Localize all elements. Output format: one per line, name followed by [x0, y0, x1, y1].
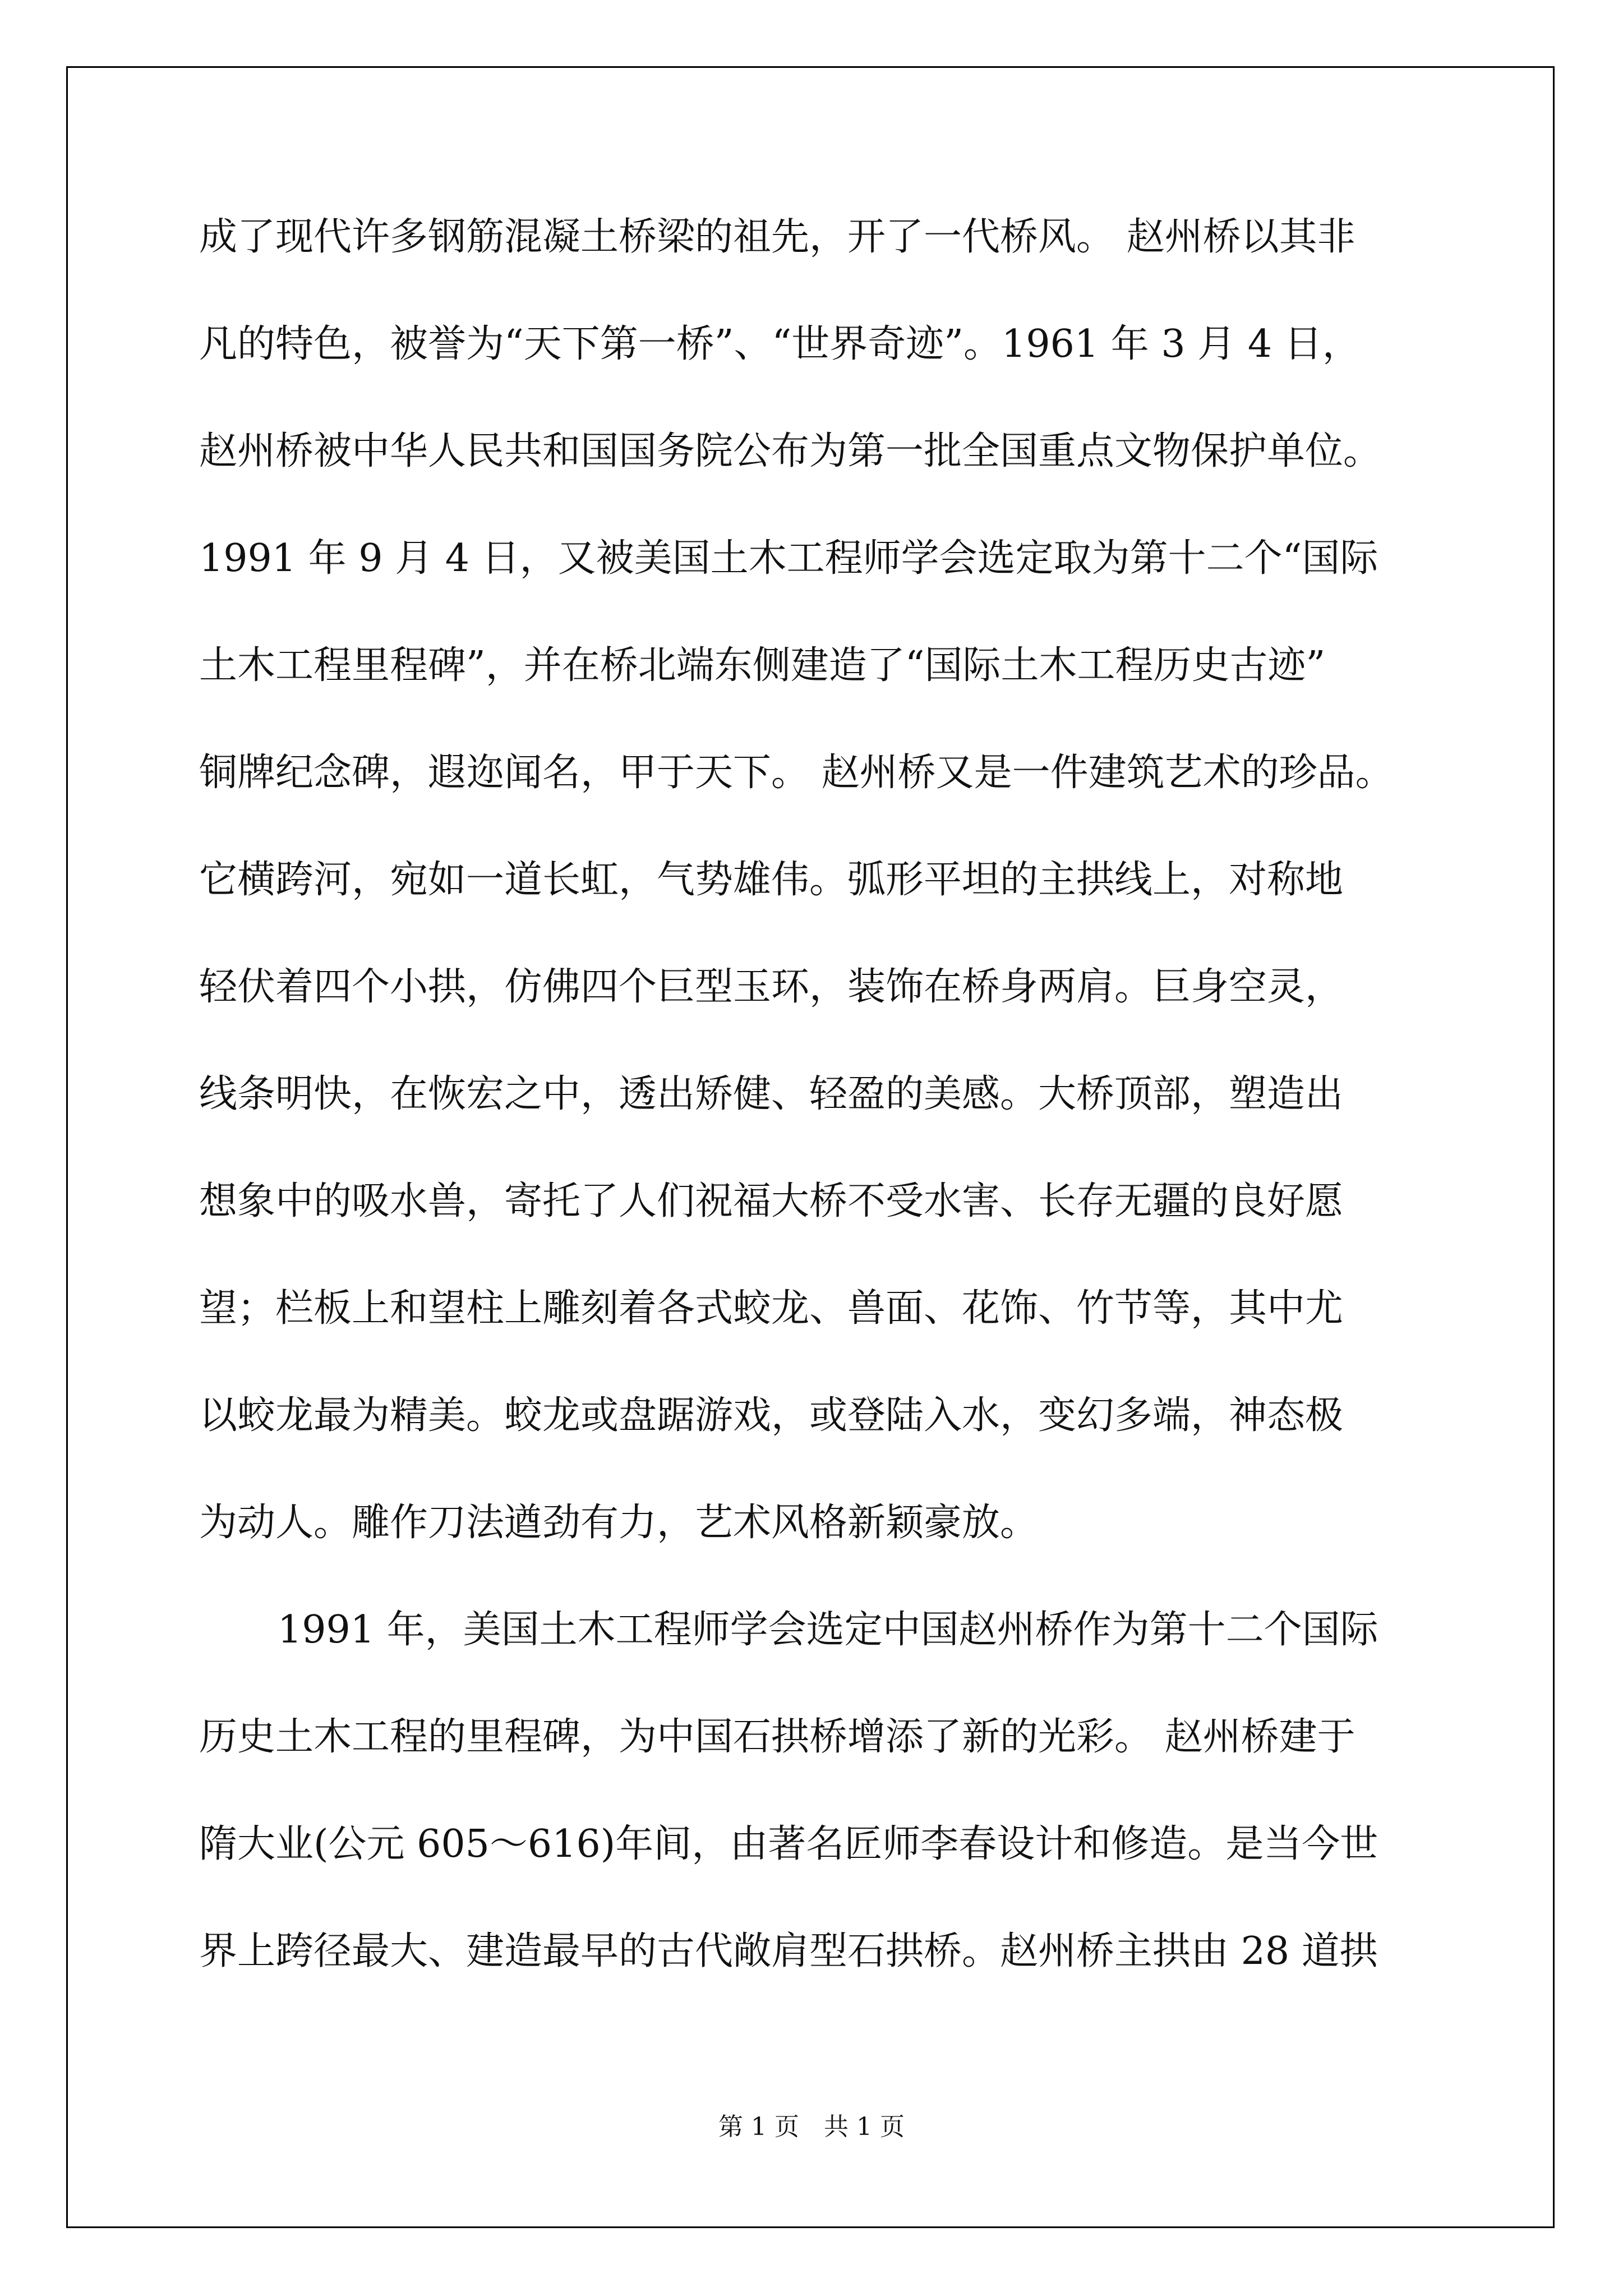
text-line: 望；栏板上和望柱上雕刻着各式蛟龙、兽面、花饰、竹节等，其中尤 — [199, 1286, 1344, 1331]
text-line: 线条明快，在恢宏之中，透出矫健、轻盈的美感。大桥顶部，塑造出 — [199, 1072, 1344, 1116]
text-line: 想象中的吸水兽，寄托了人们祝福大桥不受水害、长存无疆的良好愿 — [199, 1179, 1344, 1223]
text-line: 隋大业(公元 605～616)年间，由著名匠师李春设计和修造。是当今世 — [199, 1822, 1378, 1866]
text-line: 界上跨径最大、建造最早的古代敞肩型石拱桥。赵州桥主拱由 28 道拱 — [199, 1929, 1378, 1973]
text-line: 赵州桥被中华人民共和国国务院公布为第一批全国重点文物保护单位。 — [199, 429, 1382, 473]
text-line: 铜牌纪念碑，遐迩闻名，甲于天下。 赵州桥又是一件建筑艺术的珍品。 — [199, 751, 1394, 795]
text-line: 为动人。雕作刀法遒劲有力，艺术风格新颖豪放。 — [199, 1501, 1039, 1545]
text-line: 成了现代许多钢筋混凝土桥梁的祖先，开了一代桥风。 赵州桥以其非 — [199, 215, 1355, 259]
paragraph-first-line: 1991 年，美国土木工程师学会选定中国赵州桥作为第十二个国际 — [278, 1608, 1378, 1652]
page-footer: 第 1 页 共 1 页 — [718, 2113, 905, 2141]
text-line: 历史土木工程的里程碑，为中国石拱桥增添了新的光彩。 赵州桥建于 — [199, 1715, 1355, 1759]
text-line: 它横跨河，宛如一道长虹，气势雄伟。弧形平坦的主拱线上，对称地 — [199, 858, 1344, 902]
text-line: 以蛟龙最为精美。蛟龙或盘踞游戏，或登陆入水，变幻多端，神态极 — [199, 1393, 1344, 1438]
document-body — [199, 210, 1433, 2032]
text-line: 凡的特色，被誉为“天下第一桥”、“世界奇迹”。1961 年 3 月 4 日， — [199, 322, 1361, 366]
text-line: 1991 年 9 月 4 日，又被美国土木工程师学会选定取为第十二个“国际 — [199, 536, 1378, 581]
text-line: 轻伏着四个小拱，仿佛四个巨型玉环，装饰在桥身两肩。巨身空灵， — [199, 965, 1344, 1009]
text-line: 土木工程里程碑”，并在桥北端东侧建造了“国际土木工程历史古迹” — [199, 643, 1326, 688]
